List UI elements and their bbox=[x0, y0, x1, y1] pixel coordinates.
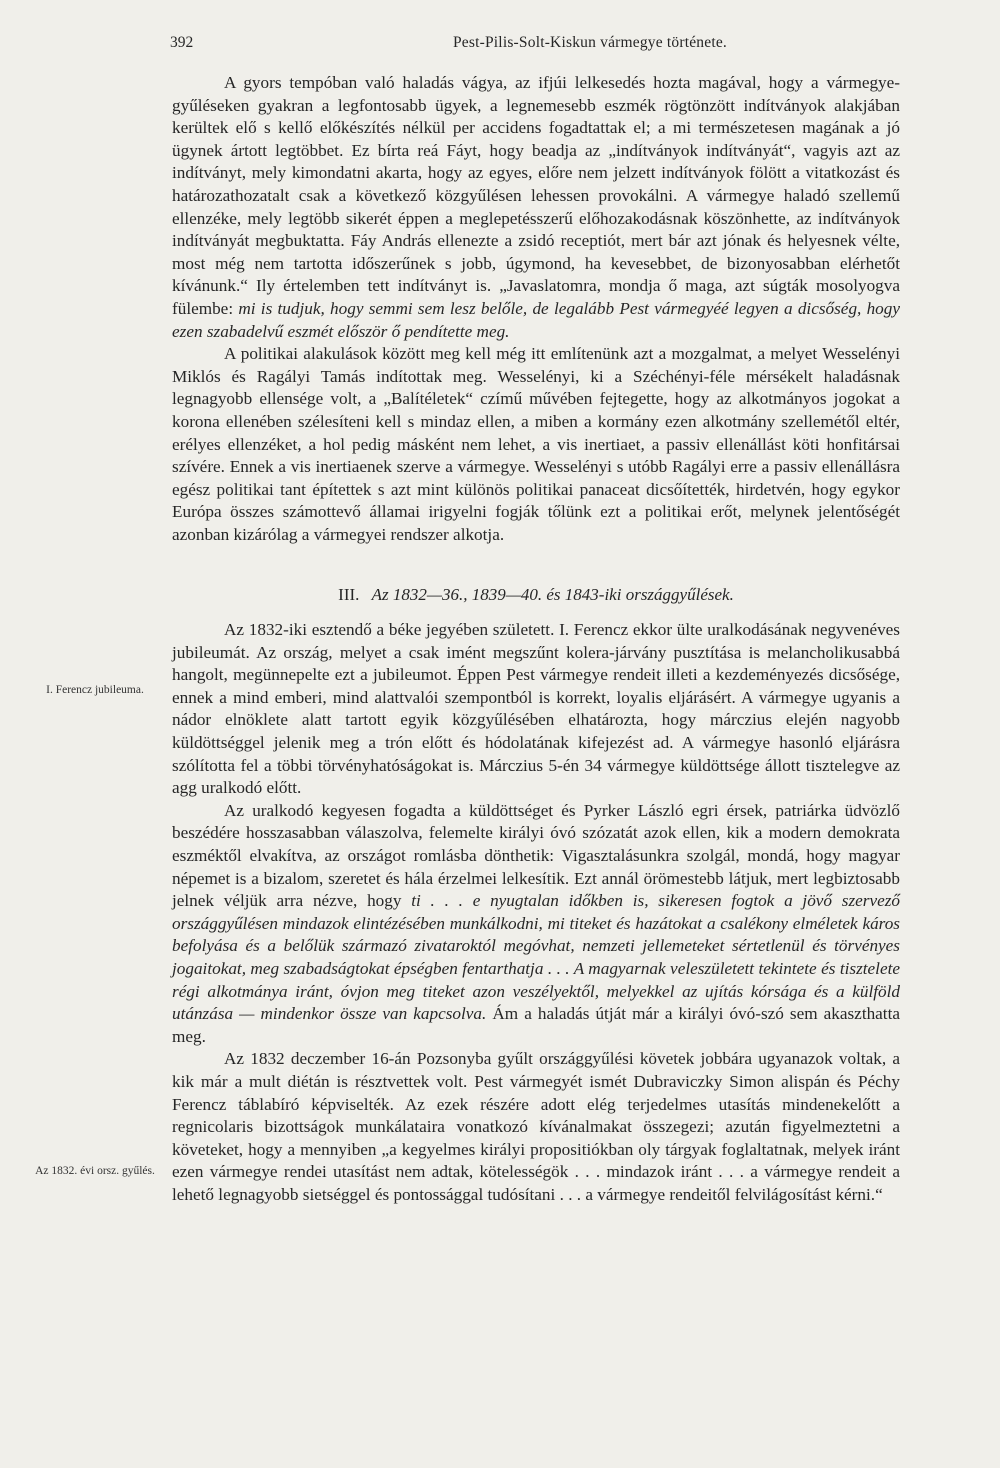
body-text bbox=[172, 72, 900, 1207]
section-heading bbox=[172, 584, 900, 607]
paragraph: A gyors tempóban való haladás vágya, az ifjúi lelkesedés hozta magával, hogy a vármegye-gyűléseken gyakran a legfontosabb ügyek, a legnemesebb eszmék rögtönzött indítványok alakjában kerültek elő s kellő előkészítés nélkül per accidens fogadtattak el; a mi természetesen magának a jó ügynek ártott legtöbbet. Ez bírta reá Fáyt, hogy beadja az „indítványok indítványát“, vagyis azt az indítványt, mely kimondatni akarta, hogy az egyes, előre nem jelzett indítványok fölött a vitatkozást és határozathozatalt csak a következő közgyűlésen lehessen provokálni. A vármegye haladó szellemű ellenzéke, mely legtöbb sikerét éppen a meglepetésszerű előhozakodásnak köszönhette, az indítványok indítványát megbuktatta. Fáy András ellenezte a zsidó receptiót, mert bár azt jónak és helyesnek vélte, most még nem tartotta időszerűnek s jobb, úgymond, ha kevesebbet, de bizonyosabban elérhetőt kívánunk.“ Ily értelemben tett indítványt is. „Javaslatomra, mondja ő maga, azt súgták mosolyogva fülembe: mi is tudjuk, hogy semmi sem lesz belőle, de legalább Pest vármegyéé legyen a dicsőség, hogy ezen szabadelvű eszmét először ő pendítette meg. bbox=[172, 73, 900, 341]
page-number: 392 bbox=[170, 34, 194, 51]
paragraph: A politikai alakulások között meg kell még itt említenünk azt a mozgalmat, a melyet Wesselényi Miklós és Ragályi Tamás indítottak meg. Wesselényi, ki a Széchényi-féle mérsékelt haladásnak legnagyobb ellensége volt, a „Balítéletek“ czímű művében fejtegette, hogy az alkotmányos jogokat a korona ellenében szélesíteni kell s mindaz ellen, a miben a kormány ezen alkotmány szellemétől eltér, erélyes ellenzéket, a hol pedig másként nem lehet, a vis inertiaet, a passiv ellenállást köti honfitársai szívére. Ennek a vis inertiaenek szerve a vármegye. Wesselényi s utóbb Ragályi erre a passiv ellenállásra egész politikai tant építettek s azt mint különös politikai panaceat dicsőítették, hirdetvén, hogy egykor Európa összes számottevő államai irigyelni fogják tőlünk ezt a politikai erőt, melynek jelentőségét azonban kizárólag a vármegyei rendszer alkotja. bbox=[172, 344, 900, 544]
running-head: Pest-Pilis-Solt-Kiskun vármegye története. bbox=[452, 34, 727, 51]
section-title: Az 1832—36., 1839—40. és 1843-iki országgyűlések. bbox=[371, 585, 734, 605]
margin-note-jubilee: I. Ferencz jubileuma. bbox=[46, 684, 144, 696]
paragraph: Az uralkodó kegyesen fogadta a küldöttséget és Pyrker László egri érsek, patriárka üdvözlő beszédére hosszasabban válaszolva, felemelte királyi óvó szózatát azok ellen, kik a modern demokrata eszméktől elvakítva, az országot romlásba dönthetik: Vigasztalásunkra szolgál, mondá, hogy magyar népemet is a bizalom, szeretet és hála érzelmei lelkesítik. Ezt annál örömestebb látjuk, mert legbiztosabb jelnek véljük arra nézve, hogy ti . . . e nyugtalan időkben is, sikeresen fogtok a jövő szervező országgyűlésen mindazok elintézésében munkálkodni, mi titeket és hazátokat a csalékony elméletek káros befolyása és a belőlük származó zivataroktól megóvhat, nemzeti jellemeteket sértetlenül és törvényes jogaitokat, meg szabadságtokat épségben fentarthatja . . . A magyarnak veleszületett tekintete és tisztelete régi alkotmánya iránt, óvjon meg titeket azon veszélyektől, melyekkel az ujítás kórsága és a külföld utánzása — mindenkor össze van kapcsolva. Ám a haladás útját már a királyi óvó-szó sem akaszthatta meg. bbox=[172, 800, 901, 1046]
paragraph: Az 1832-iki esztendő a béke jegyében született. I. Ferencz ekkor ülte uralkodásának negyvenéves jubileumát. Az ország, melyet a csak imént megszűnt kolera-járvány pusztítása is melancholikusabbá hangolt, megünnepelte ezt a jubileumot. Éppen Pest vármegye rendeit illeti a kezdeményezés dicsősége, ennek a mind emberi, mind alattvalói szempontból is korrekt, loyalis eljárásért. A vármegye ugyanis a nádor elnöklete alatt tartott egyik közgyűlésében elhatározta, hogy márczius elején nagyobb küldöttséggel jelenik meg a trón előtt és hódolatának kifejezést ad. A vármegye hasonló eljárásra szólította fel a többi törvényhatóságokat is. Márczius 5-én 34 vármegye küldöttsége állott tisztelegve az agg uralkodó előtt. bbox=[172, 620, 900, 798]
paragraph: Az 1832 deczember 16-án Pozsonyba gyűlt országgyűlési követek jobbára ugyanazok voltak, a kik már a mult diétán is résztvettek volt. Pest vármegyét ismét Dubraviczky Simon alispán és Péchy Ferencz táblabíró képviselték. Az ezek részére adott elég terjedelmes utasítás mindenekelőtt a regnicolaris bizottságok munkálataira vonatkozó kívánalmakat összegezi; azután figyelmeztetni a követeket, hogy a mennyiben „a kegyelmes királyi propositiókban oly tárgyak foglaltatnak, melyek iránt ezen vármegye rendei utasítást nem adtak, kötelességök . . . mindazok iránt . . . a vármegye rendeit a lehető legnagyobb sietséggel és pontossággal tudósítani . . . a vármegye rendeitől felvilágosítást kérni.“ bbox=[172, 1049, 900, 1204]
section-number: III. bbox=[338, 585, 360, 605]
page-header bbox=[170, 34, 900, 58]
margin-note-diet-1832: Az 1832. évi orsz. gyűlés. bbox=[35, 1165, 155, 1177]
